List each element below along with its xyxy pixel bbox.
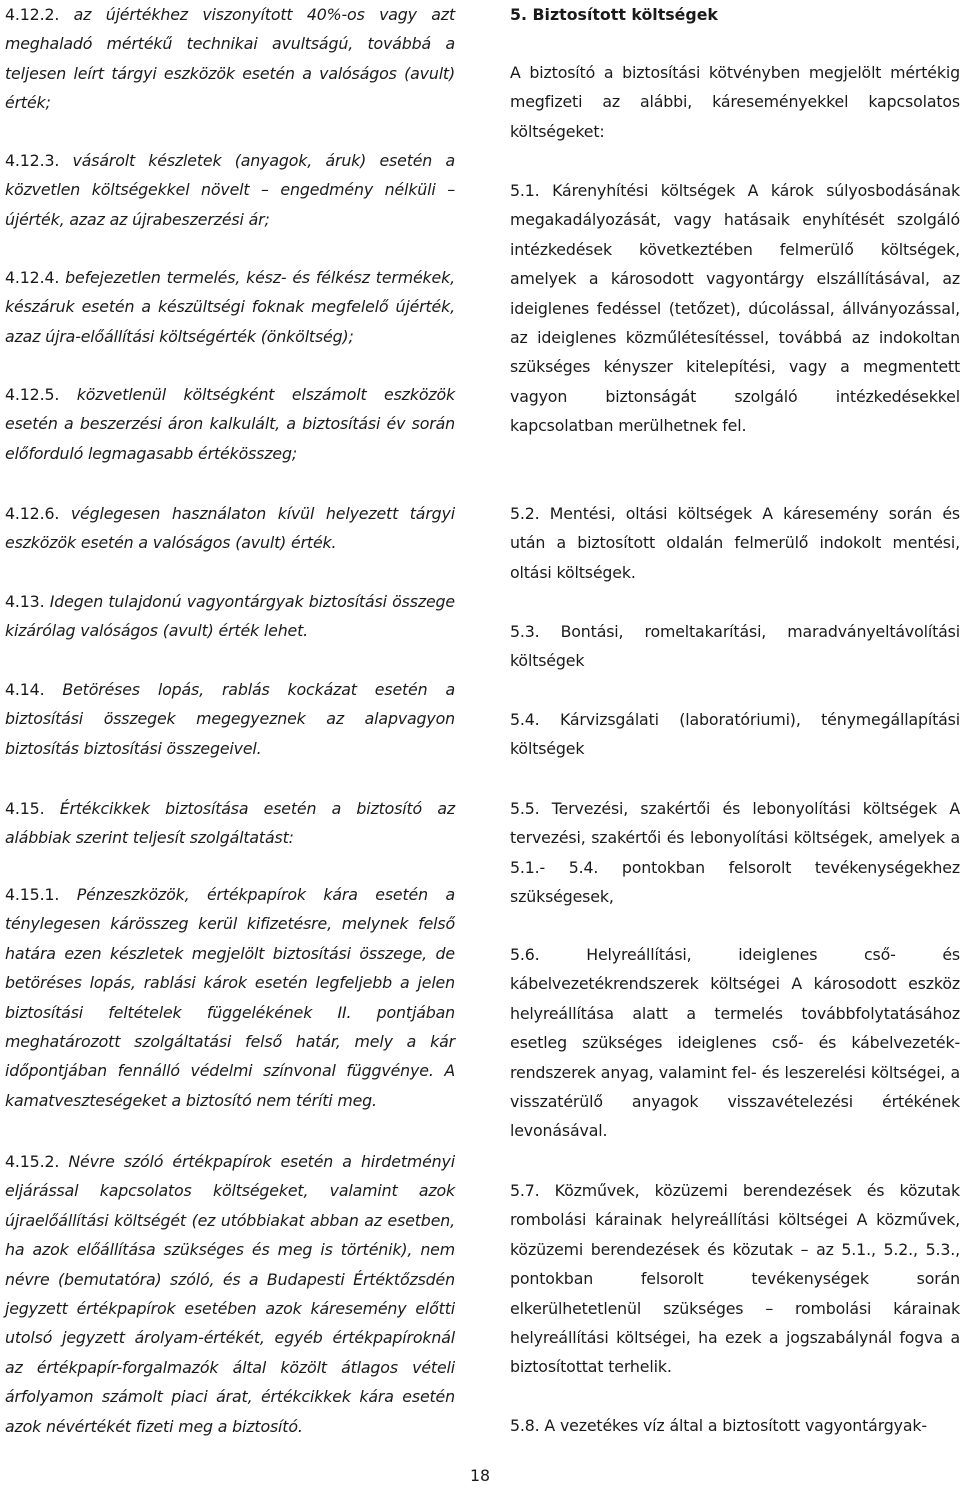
clause-4-12-2: 4.12.2. az újértékhez viszonyított 40%-os vagy azt meghaladó mértékű technikai avultságú, továbbá a teljesen leírt tárgyi eszközök esetén a valóságos (avult) érték; [5,5,455,113]
clause-4-14: 4.14. Betöréses lopás, rablás kockázat esetén a biztosítási összegek megegyeznek az alapvagyon biztosítás biztosítási összegeivel. [5,680,455,758]
clause-4-12-4: 4.12.4. befejezetlen termelés, kész- és félkész termékek, készáruk esetén a készültségi foknak megfelelő újérték, azaz újra-előállítási költségérték (önköltség); [5,268,455,346]
clause-5-6: 5.6. Helyreállítási, ideiglenes cső- és kábelvezetékrendszerek költségei A károsodott eszköz helyreállítása alatt a termelés továbbfolytatásához esetleg szükséges ideiglenes cső- és kábelvezeték-rendszerek anyag, valamint fel- és leszerelési költségei, a visszatérülő anyagok visszavételezési értékének levonásával. [510,945,960,1141]
clause-5-1: 5.1. Kárenyhítési költségek A károk súlyosbodásának megakadályozását, vagy hatásaik enyhítését szolgáló intézkedések következtében felmerülő költségek, amelyek a károsodott vagyontárgy elszállításával, az ideiglenes fedéssel (tetőzet), dúcolással, állványozással, az ideiglenes közműlétesítéssel, továbbá az indokoltan szükséges kényszer kitelepítési, vagy a megmentett vagyon biztonságát szolgáló intézkedésekkel kapcsolatban merülhetnek fel. [510,181,960,436]
section-heading-5: 5. Biztosított költségek [510,5,718,24]
clause-4-12-3: 4.12.3. vásárolt készletek (anyagok, áruk) esetén a közvetlen költségekkel növelt – engedmény nélküli – újérték, azaz az újrabeszerzési ár; [5,151,455,229]
clause-5-7: 5.7. Közművek, közüzemi berendezések és közutak rombolási kárainak helyreállítási költségei A közművek, közüzemi berendezések és közutak – az 5.1., 5.2., 5.3., pontokban felsorolt tevékenységek során elkerülhetetlenül szükséges – rombolási kárainak helyreállítási költségei, ha ezek a jogszabálynál fogva a biztosítottat terhelik. [510,1181,960,1377]
clause-4-15: 4.15. Értékcikkek biztosítása esetén a biztosító az alábbiak szerint teljesít szolgáltatást: [5,799,455,848]
clause-5-4: 5.4. Kárvizsgálati (laboratóriumi), ténymegállapítási költségek [510,710,960,759]
page-number: 18 [469,1466,491,1485]
clause-4-12-6: 4.12.6. véglegesen használaton kívül helyezett tárgyi eszközök esetén a valóságos (avult) érték. [5,504,455,553]
clause-4-15-2: 4.15.2. Névre szóló értékpapírok esetén a hirdetményi eljárással kapcsolatos költségeket, valamint azok újraelőállítási költségét (ez utóbbiakat abban az esetben, ha azok előállítása szükséges és meg is történik), nem névre (bemutatóra) szóló, és a Budapesti Értéktőzsdén jegyzett értékpapírok esetében azok káresemény előtti utolsó jegyzett árolyam-értékét, egyéb értékpapíroknál az értékpapír-forgalmazók által közölt átlagos vételi árfolyamon számolt piaci árat, értékcikkek kára esetén azok névértékét fizeti meg a biztosító. [5,1152,455,1436]
clause-5-5: 5.5. Tervezési, szakértői és lebonyolítási költségek A tervezési, szakértői és lebonyolítási költségek, amelyek a 5.1.- 5.4. pontokban felsorolt tevékenységekhez szükségesek, [510,799,960,907]
clause-4-12-5: 4.12.5. közvetlenül költségként elszámolt eszközök esetén a beszerzési áron kalkulált, a biztosítási év során előforduló legmagasabb értékösszeg; [5,385,455,463]
section-5-intro: A biztosító a biztosítási kötvényben megjelölt mértékig megfizeti az alábbi, káreseményekkel kapcsolatos költségeket: [510,63,960,141]
clause-5-8: 5.8. A vezetékes víz által a biztosított vagyontárgyak- [510,1416,927,1435]
clause-5-2: 5.2. Mentési, oltási költségek A káresemény során és után a biztosított oldalán felmerülő indokolt mentési, oltási költségek. [510,504,960,582]
clause-4-15-1: 4.15.1. Pénzeszközök, értékpapírok kára esetén a ténylegesen kárösszeg kerül kifizetésre, melynek felső határa ezen készletek megjelölt biztosítási összege, de betöréses lopás, rablási károk esetén legfeljebb a jelen biztosítási feltételek függelékének II. pontjában meghatározott szolgáltatási felső határ, mely a kár időpontjában fennálló védelmi színvonal függvénye. A kamatveszteségeket a biztosító nem téríti meg. [5,885,455,1110]
clause-5-3: 5.3. Bontási, romeltakarítási, maradványeltávolítási költségek [510,622,960,671]
clause-4-13: 4.13. Idegen tulajdonú vagyontárgyak biztosítási összege kizárólag valóságos (avult) érték lehet. [5,592,455,641]
